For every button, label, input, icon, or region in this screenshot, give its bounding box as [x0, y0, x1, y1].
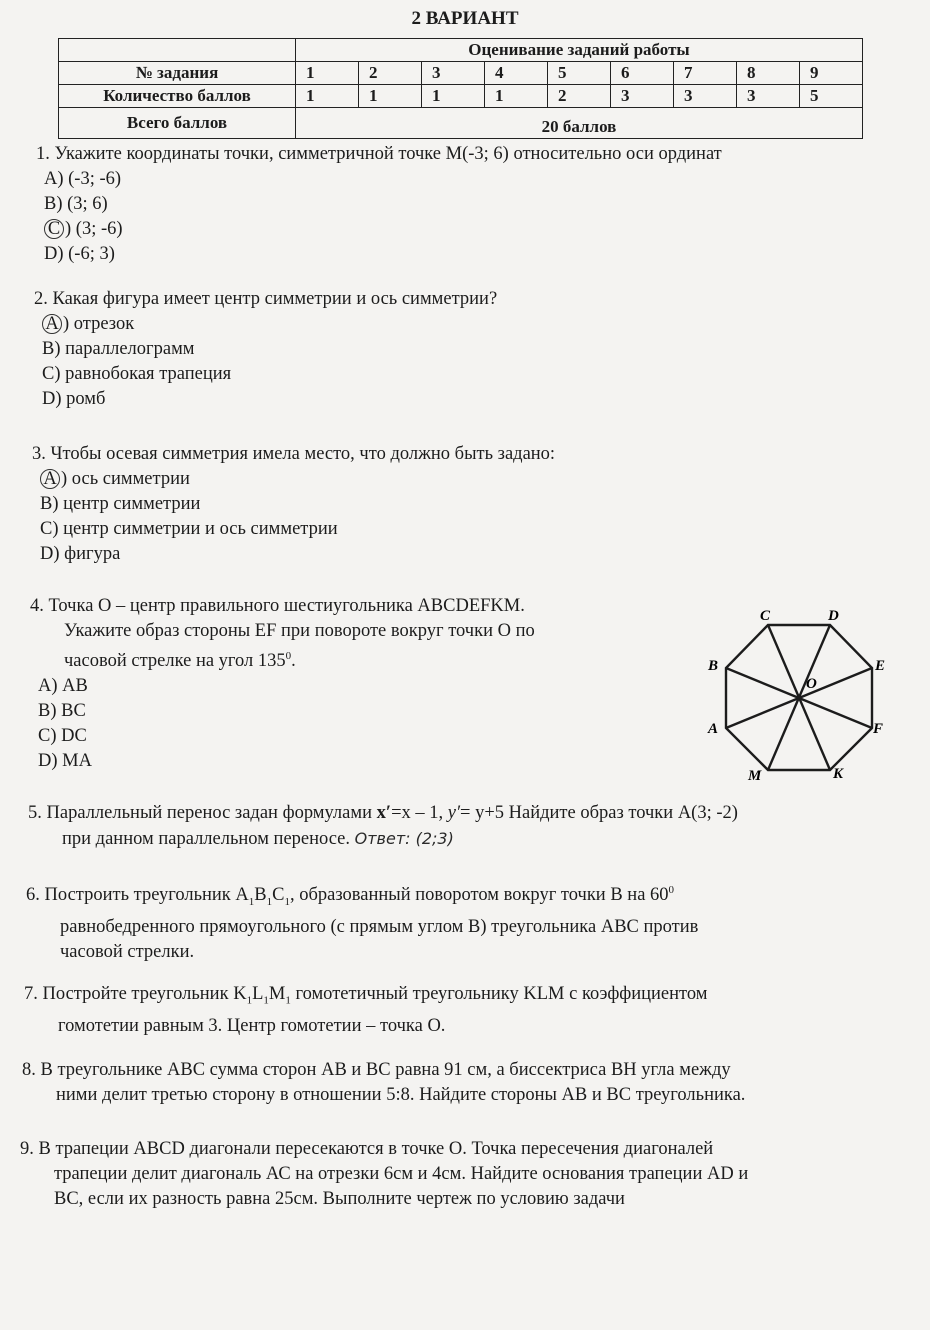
q6-b: В — [254, 885, 267, 906]
total-row — [59, 108, 863, 139]
subscript: 1 — [266, 895, 273, 908]
question-5 — [28, 801, 738, 852]
question-6-line-1 — [26, 878, 698, 915]
points-cell: 3 — [737, 85, 800, 108]
question-3 — [32, 442, 555, 567]
points-cell: 1 — [359, 85, 422, 108]
task-number: 2 — [359, 62, 422, 85]
q7-l: L — [252, 984, 264, 1004]
y-prime: y′ — [447, 803, 461, 823]
task-number-row — [59, 62, 863, 85]
question-8 — [22, 1058, 745, 1108]
task-number: 6 — [611, 62, 674, 85]
q4-option-a: А) АВ — [38, 676, 88, 697]
question-9-line-2: трапеции делит диагональ АС на отрезки 6см и 4см. Найдите основания трапеции AD и — [54, 1164, 749, 1184]
octagon-figure — [700, 600, 900, 790]
label-d: D — [828, 608, 839, 624]
question-6 — [26, 878, 698, 965]
label-b: B — [708, 658, 719, 674]
variant-title: 2 ВАРИАНТ — [411, 8, 519, 29]
label-k: K — [833, 766, 844, 782]
subscript: 1 — [285, 994, 291, 1007]
question-5-line-1 — [28, 801, 738, 826]
question-7 — [24, 982, 707, 1039]
row2-label: Количество баллов — [59, 85, 296, 108]
points-cell: 3 — [611, 85, 674, 108]
q5-text-b: =x – 1, — [391, 803, 448, 823]
question-7-line-2: гомотетии равным 3. Центр гомотетии – точка О. — [58, 1015, 446, 1036]
q6-text-a: 6. Построить треугольник А — [26, 885, 249, 906]
points-cell: 1 — [422, 85, 485, 108]
q1-option-c-text: ) (3; -6) — [65, 219, 123, 239]
points-cell: 2 — [548, 85, 611, 108]
question-2-text: 2. Какая фигура имеет центр симметрии и ось симметрии? — [34, 289, 498, 309]
question-2 — [34, 287, 497, 412]
scoring-table — [58, 38, 863, 139]
question-1 — [36, 142, 722, 267]
label-c: C — [760, 608, 771, 624]
question-9-line-1: 9. В трапеции АВСD диагонали пересекаются в точке О. Точка пересечения диагоналей — [20, 1139, 714, 1159]
q1-option-a: А) (-3; -6) — [44, 169, 122, 189]
label-a: A — [708, 721, 719, 737]
circled-answer-mark: А — [40, 469, 60, 489]
total-points: 20 баллов — [296, 108, 863, 139]
q3-option-a — [40, 467, 555, 492]
subscript: 1 — [263, 994, 269, 1007]
q5-line2-text: при данном параллельном переносе. — [62, 829, 350, 849]
label-e: E — [875, 658, 886, 674]
q2-option-a — [42, 312, 497, 337]
q7-m: M — [268, 984, 286, 1004]
question-9 — [20, 1137, 748, 1212]
subscript: 1 — [246, 994, 253, 1007]
q2-option-a-text: ) отрезок — [63, 314, 135, 334]
q5-text-c: = y+5 Найдите образ точки А(3; -2) — [460, 803, 738, 823]
q4-line3-text: часовой стрелке на угол 135 — [64, 651, 286, 672]
x-prime: x′ — [376, 803, 392, 823]
question-4-line-2: Укажите образ стороны EF при повороте вокруг точки О по — [64, 621, 535, 641]
table-row-empty — [59, 39, 296, 62]
task-number: 4 — [485, 62, 548, 85]
task-number: 1 — [296, 62, 359, 85]
points-cell: 1 — [485, 85, 548, 108]
question-3-text: 3. Чтобы осевая симметрия имела место, что должно быть задано: — [32, 444, 556, 464]
points-cell: 1 — [296, 85, 359, 108]
q1-option-c — [44, 217, 722, 242]
label-m: M — [748, 768, 762, 784]
question-8-line-2: ними делит третью сторону в отношении 5:8. Найдите стороны АВ и ВС треугольника. — [56, 1085, 746, 1105]
task-number: 8 — [737, 62, 800, 85]
question-6-line-3: часовой стрелки. — [60, 941, 195, 962]
question-4-line-1: 4. Точка О – центр правильного шестиугольника АВСDEFKМ. — [30, 596, 525, 616]
question-5-line-2 — [62, 826, 738, 852]
q3-option-d: D) фигура — [40, 544, 121, 564]
q2-option-c: С) равнобокая трапеция — [42, 364, 232, 384]
question-1-text: 1. Укажите координаты точки, симметричной точке М(-3; 6) относительно оси ординат — [36, 144, 722, 164]
subscript: 1 — [284, 895, 290, 908]
circled-answer-mark: С — [44, 219, 64, 239]
q6-c: С — [272, 885, 285, 906]
q4-option-d: D) МА — [38, 751, 92, 772]
q3-option-b: В) центр симметрии — [40, 494, 201, 514]
question-9-line-3: ВС, если их разность равна 25см. Выполните чертеж по условию задачи — [54, 1189, 625, 1209]
q2-option-d: D) ромб — [42, 389, 106, 409]
question-8-line-1: 8. В треугольнике АВС сумма сторон АВ и ВС равна 91 см, а биссектриса ВН угла между — [22, 1060, 731, 1080]
label-f: F — [873, 721, 884, 737]
degree-mark: 0 — [668, 884, 675, 896]
q4-option-b: В) ВС — [38, 701, 86, 722]
label-o: O — [806, 676, 817, 692]
q3-option-c: С) центр симметрии и ось симметрии — [40, 519, 338, 539]
task-number: 9 — [800, 62, 863, 85]
task-number: 3 — [422, 62, 485, 85]
q1-option-b: В) (3; 6) — [44, 194, 108, 214]
q5-text-a: 5. Параллельный перенос задан формулами — [28, 803, 377, 823]
q3-option-a-text: ) ось симметрии — [61, 469, 190, 489]
question-4-line-3 — [64, 644, 535, 674]
task-number: 7 — [674, 62, 737, 85]
question-7-line-1 — [24, 982, 707, 1014]
handwritten-answer: Ответ: (2;3) — [354, 829, 454, 848]
subscript: 1 — [248, 895, 255, 908]
q4-line3-end: . — [291, 651, 296, 672]
q7-text-b: гомотетичный треугольнику KLM с коэффициентом — [290, 984, 708, 1004]
row3-label: Всего баллов — [59, 108, 296, 139]
points-cell: 3 — [674, 85, 737, 108]
question-4 — [30, 594, 535, 774]
q6-text-b: , образованный поворотом вокруг точки В на 60 — [289, 885, 669, 906]
points-row — [59, 85, 863, 108]
question-6-line-2: равнобедренного прямоугольного (с прямым углом В) треугольника АВС против — [60, 916, 699, 937]
q2-option-b: В) параллелограмм — [42, 339, 195, 359]
points-cell: 5 — [800, 85, 863, 108]
q1-option-d: D) (-6; 3) — [44, 244, 115, 264]
q4-option-c: С) DC — [38, 726, 87, 747]
task-number: 5 — [548, 62, 611, 85]
q7-text-a: 7. Постройте треугольник K — [24, 984, 247, 1004]
table-caption: Оценивание заданий работы — [296, 39, 863, 62]
row1-label: № задания — [59, 62, 296, 85]
degree-mark: 0 — [285, 650, 292, 662]
circled-answer-mark: А — [42, 314, 62, 334]
